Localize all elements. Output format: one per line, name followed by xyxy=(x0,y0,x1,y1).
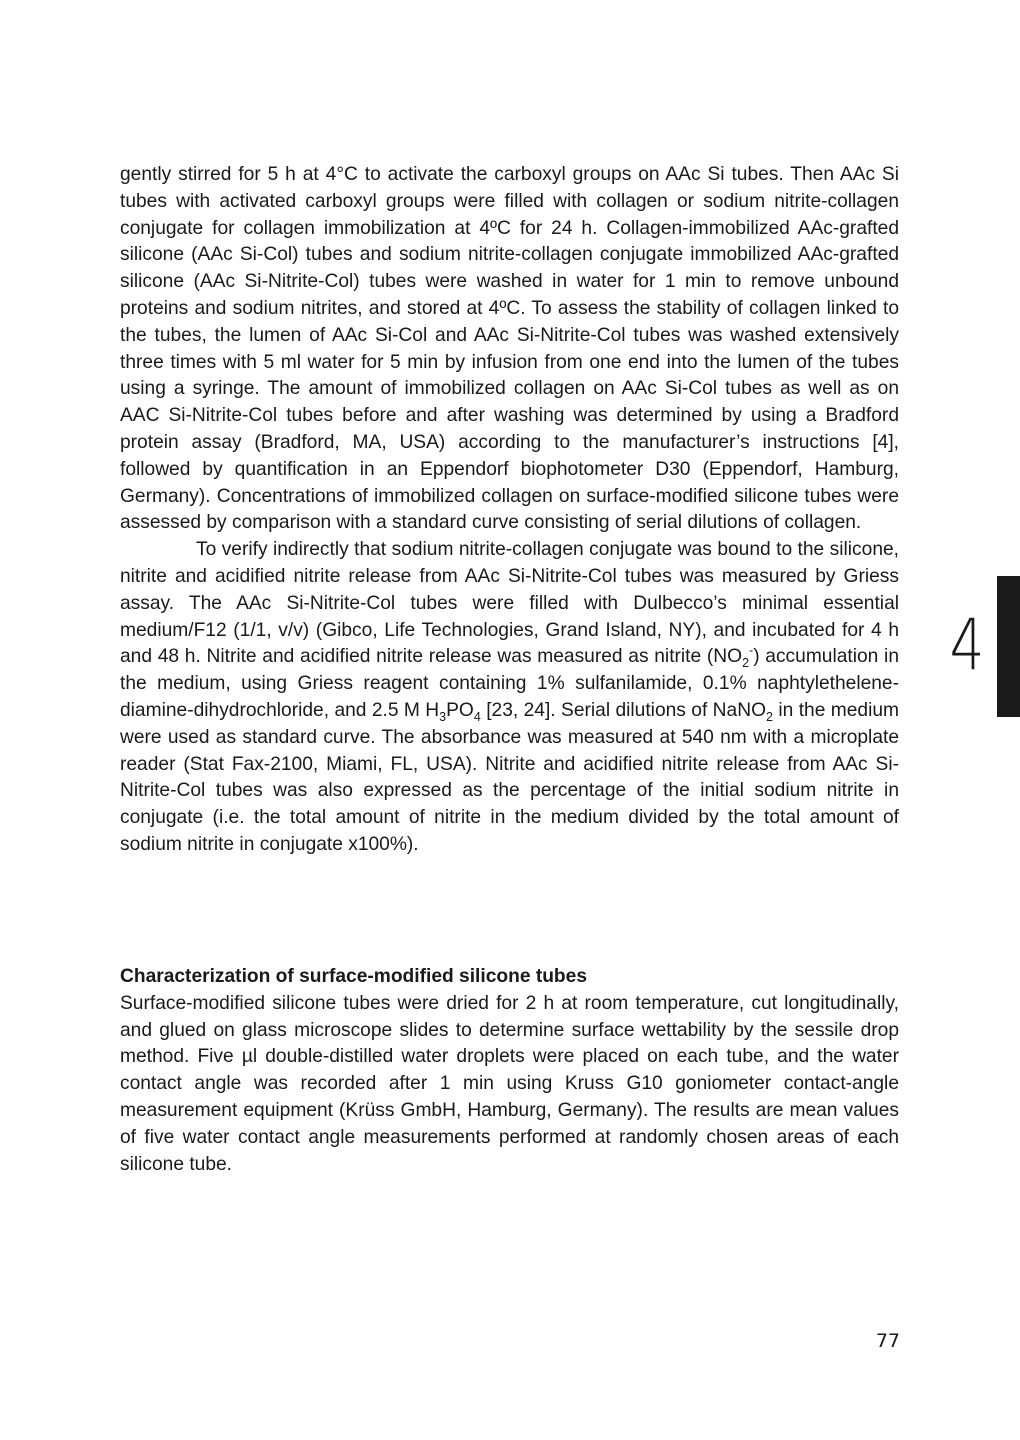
p2-text-1: To verify indirectly that sodium nitrite-collagen conjugate was bound to the silicone, nitrite and acidified nitrite release from AAc Si-Nitrite-Col tubes was measured by Griess assay. The AAc Si-Nitrite-Col tubes were filled with Dulbecco’s minimal essential medium/F12 (1/1, v/v) (Gibco, Life Technologies, Grand Island, NY), and incubated for 4 h and 48 h. Nitrite and acidified nitrite release was measured as nitrite (NO xyxy=(120,539,899,668)
p2-text-3: [23, 24]. Serial dilutions of NaNO xyxy=(480,699,766,721)
nano2-subscript: 2 xyxy=(766,709,773,724)
paragraph-collagen-immobilization: gently stirred for 5 h at 4°C to activate the carboxyl groups on AAc Si tubes. Then AAc Si tubes with activated carboxyl groups were filled with collagen or sodium nitrite-collagen conjugate for collagen immobilization at 4ºC for 24 h. Collagen-immobilized AAc-grafted silicone (AAc Si-Col) tubes and sodium nitrite-collagen conjugate immobilized AAc-grafted silicone (AAc Si-Nitrite-Col) tubes were washed in water for 1 min to remove unbound proteins and sodium nitrites, and stored at 4ºC. To assess the stability of collagen linked to the tubes, the lumen of AAc Si-Col and AAc Si-Nitrite-Col tubes was washed extensively three times with 5 ml water for 5 min by infusion from one end into the lumen of the tubes using a syringe. The amount of immobilized collagen on AAc Si-Col tubes as well as on AAC Si-Nitrite-Col tubes before and after washing was determined by using a Bradford protein assay (Bradford, MA, USA) according to the manufacturer’s instructions [4], followed by quantification in an Eppendorf biophotometer D30 (Eppendorf, Hamburg, Germany). Concentrations of immobilized collagen on surface-modified silicone tubes were assessed by comparison with a standard curve consisting of serial dilutions of collagen. xyxy=(120,164,899,534)
chapter-tab-marker xyxy=(997,576,1020,717)
no2-superscript: - xyxy=(749,643,754,658)
paragraph-wettability: Surface-modified silicone tubes were dried for 2 h at room temperature, cut longitudinally, and glued on glass microscope slides to determine surface wettability by the sessile drop method. Five µl double-distilled water droplets were placed on each tube, and the water contact angle was recorded after 1 min using Kruss G10 goniometer contact-angle measurement equipment (Krüss GmbH, Hamburg, Germany). The results are mean values of five water contact angle measurements performed at randomly chosen areas of each silicone tube. xyxy=(120,992,899,1175)
p2-text-2: ) accumulation in the medium, using Griess reagent containing 1% sulfanilamide, 0.1% naphtylethelene-diamine-dihydrochloride, and 2.5 M H xyxy=(120,646,899,721)
h3-subscript: 3 xyxy=(439,709,447,724)
p2-text-4: in the medium were used as standard curve. The absorbance was measured at 540 nm with a microplate reader (Stat Fax-2100, Miami, FL, USA). Nitrite and acidified nitrite release from AAc Si-Nitrite-Col tubes was also expressed as the percentage of the initial sodium nitrite in conjugate (i.e. the total amount of nitrite in the medium divided by the total amount of sodium nitrite in conjugate x100%). xyxy=(120,699,900,855)
po-text: PO xyxy=(446,699,474,721)
paragraph-griess-assay xyxy=(120,537,899,859)
po4-subscript: 4 xyxy=(473,709,481,724)
chapter-number: 4 xyxy=(949,604,985,686)
section-heading: Characterization of surface-modified silicone tubes xyxy=(120,966,587,987)
no2-subscript: 2 xyxy=(742,656,750,671)
page-number: 77 xyxy=(875,1330,900,1352)
body-text-top xyxy=(120,162,899,859)
body-text-bottom xyxy=(120,964,899,1178)
